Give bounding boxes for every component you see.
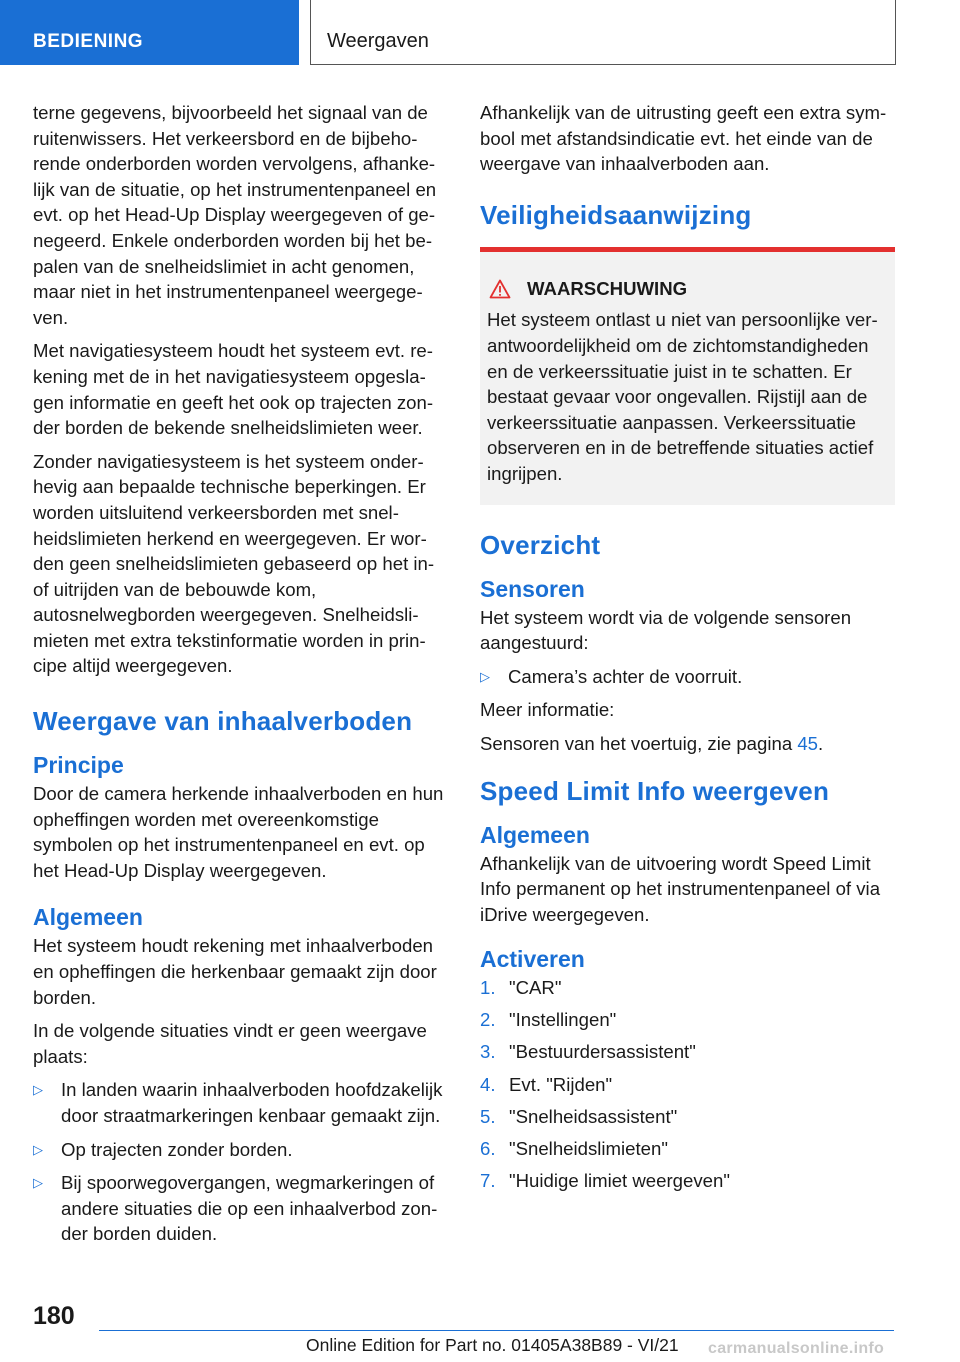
triangle-bullet-icon: ▷ [33,1082,43,1098]
list-item: ▷ Op trajecten zonder borden. [33,1137,448,1163]
situation-list [33,1077,448,1247]
warning-box [480,247,895,505]
paragraph: Meer informatie: [480,699,615,721]
paragraph: Door de camera herkende inhaalverboden en hun opheffingen worden met overeenkomstige symbolen op het instrumentenpaneel en evt. op het Head-Up Display weergegeven. [33,783,444,881]
paragraph: Afhankelijk van de uitrusting geeft een extra symbool met afstandsindicatie evt. het einde van de weergave van inhaalverboden aan. [480,102,887,175]
heading-speed-limit-info: Speed Limit Info weergeven [480,775,830,806]
paragraph: Het systeem wordt via de volgende sensoren aangestuurd: [480,606,852,654]
step-item: 6. "Snelheidslimieten" [480,1137,668,1159]
list-item: ▷ Bij spoorwegovergangen, wegmarkeringen of andere situaties die op een inhaalverbod zonder borden duiden. [33,1172,438,1245]
subheading-activeren: Activeren [480,946,585,973]
paragraph: terne gegevens, bijvoorbeeld het signaal van de ruitenwissers. Het verkeersbord en de bijbehorende onderborden worden vervolgens, afhankelijk van de situatie, op het instrumentenpaneel en evt. op het Head-Up Display weergegeven of genegeerd. Enkele onderborden worden bij het bepalen van de snelheidslimiet in acht genomen, maar niet in het instrumentenpaneel weergegeven. [33,102,437,328]
step-item: 4. Evt. "Rijden" [480,1073,613,1095]
right-column [480,100,895,1200]
step-item: 5. "Snelheidsassistent" [480,1105,678,1127]
paragraph: Afhankelijk van de uitvoering wordt Speed Limit Info permanent op het instrumentenpaneel of via iDrive weergegeven. [480,852,881,925]
footer-divider [99,1330,894,1331]
heading-overzicht: Overzicht [480,529,601,560]
list-item: ▷ Camera’s achter de voorruit. [480,664,895,690]
warning-triangle-icon [489,279,511,299]
triangle-bullet-icon: ▷ [33,1141,43,1157]
subheading-algemeen: Algemeen [480,821,590,848]
section-tab: BEDIENING [0,0,299,65]
step-item: 2. "Instellingen" [480,1009,617,1031]
left-column [33,100,448,1255]
list-item: ▷ In landen waarin inhaalverboden hoofdzakelijk door straatmarkeringen kenbaar gemaakt zijn. [33,1079,443,1126]
subheading-principe: Principe [33,752,124,779]
paragraph: In de volgende situaties vindt er geen weergave plaats: [33,1020,427,1067]
activation-steps [480,975,895,1193]
paragraph: Zonder navigatiesysteem is het systeem onderhevig aan bepaalde technische beperkingen. Er worden uitsluitend verkeersborden met snelheidslimieten herkend en weergegeven. Er worden geen snelheidslimieten gebaseerd op het in- of uitrijden van de bebouwde kom, autosnelwegborden weergegeven. Snelheidslimieten met extra tekstinformatie worden in principe altijd weergegeven. [33,450,435,677]
heading-inhaalverboden: Weergave van inhaalverboden [33,706,413,737]
paragraph: Met navigatiesysteem houdt het systeem evt. rekening met de in het navigatiesysteem opgeslagen informatie en geeft het ook op trajecten zonder borden de bekende snelheidslimieten weer. [33,340,434,439]
heading-veiligheidsaanwijzing: Veiligheidsaanwijzing [480,199,752,230]
edition-footer: Online Edition for Part no. 01405A38B89 - VI/21 [306,1335,679,1355]
step-item: 7. "Huidige limiet weergeven" [480,1169,730,1191]
page-link[interactable]: 45 [797,732,819,754]
step-item: 3. "Bestuurdersassistent" [480,1041,696,1063]
cross-reference: Sensoren van het voertuig, zie pagina 45. [480,732,824,754]
sensor-list [480,664,895,690]
subheading-algemeen: Algemeen [33,904,143,931]
warning-header [487,276,887,302]
subheading-sensoren: Sensoren [480,575,585,602]
warning-title: WAARSCHUWING [527,277,688,299]
page-number: 180 [33,1302,75,1330]
step-item: 1. "CAR" [480,977,562,999]
warning-text: Het systeem ontlast u niet van persoonlijke verantwoordelijkheid om de zichtomstandigheden en de verkeerssituatie juist in te schatten. Er bestaat gevaar voor ongevallen. Rijstijl aan de verkeerssituatie aanpassen. Verkeerssituatie observeren en in de betreffende situaties actief ingrijpen. [487,309,878,484]
triangle-bullet-icon: ▷ [33,1175,43,1191]
triangle-bullet-icon: ▷ [480,668,490,684]
paragraph: Het systeem houdt rekening met inhaalverboden en opheffingen die herkenbaar gemaakt zijn door borden. [33,935,437,1008]
watermark: carmanualsonline.info [708,1340,885,1357]
chapter-title: Weergaven [310,0,896,65]
